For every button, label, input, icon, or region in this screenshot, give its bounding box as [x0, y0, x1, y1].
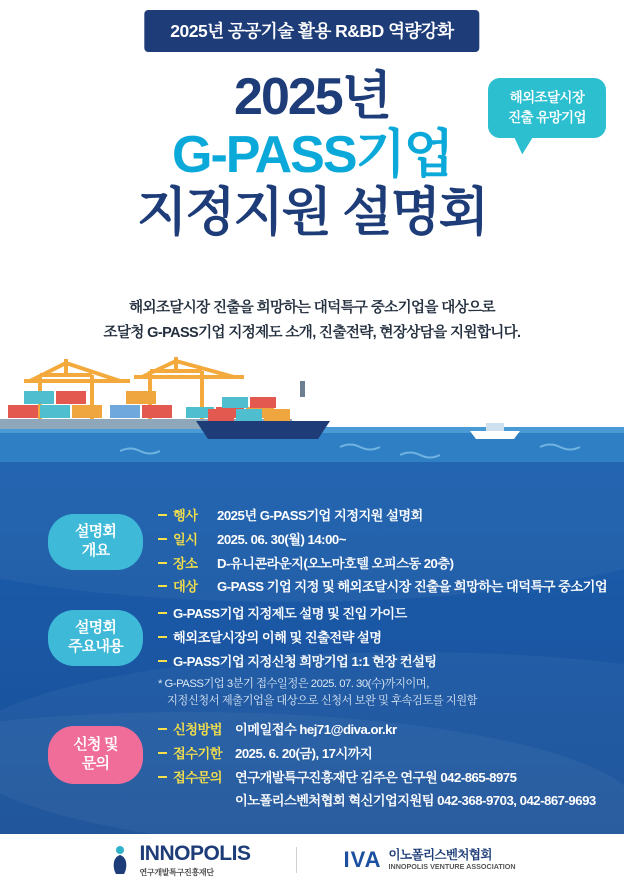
section-overview-rows — [158, 506, 608, 601]
table-row — [158, 530, 608, 550]
section-contents-pill — [48, 610, 143, 666]
pill-line-2: 개요 — [81, 542, 110, 559]
table-row — [158, 768, 608, 788]
table-row — [158, 744, 608, 764]
row-label: 일시 — [173, 531, 198, 547]
row-value: 연구개발특구진흥재단 김주은 연구원 042-865-8975 — [235, 769, 517, 785]
logo-innopolis — [108, 842, 250, 878]
dash-icon — [158, 776, 167, 778]
subtitle-line-2: 조달청 G-PASS기업 지정제도 소개, 진출전략, 현장상담을 지원합니다. — [103, 325, 521, 342]
pill-line-1: 신청 및 — [73, 736, 118, 754]
dash-icon — [158, 728, 167, 730]
iva-mark: IVA — [343, 846, 382, 872]
title-line-3-b: 설명회 — [342, 184, 488, 243]
dash-icon — [158, 612, 167, 614]
section-contents-note — [158, 676, 608, 710]
row-label: 접수문의 — [173, 769, 222, 785]
info-panel — [0, 462, 624, 834]
row-label: 신청방법 — [173, 722, 222, 737]
table-row — [158, 554, 608, 574]
row-label: 장소 — [173, 555, 198, 571]
row-label: 접수기한 — [173, 745, 222, 761]
subtitle-line-1: 해외조달시장 진출을 희망하는 대덕특구 중소기업을 대상으로 — [129, 300, 495, 316]
bubble-line-1: 해외조달시장 — [509, 90, 585, 106]
dash-icon — [158, 585, 167, 587]
dash-icon — [158, 514, 167, 516]
section-overview-pill — [48, 514, 143, 570]
list-item — [158, 628, 608, 648]
note-line-2: 지정신청서 제출기업을 대상으로 신청서 보완 및 후속검토를 지원함 — [167, 695, 478, 708]
section-contents-rows — [158, 604, 608, 710]
title-line-2: G-PASS기업 — [172, 126, 452, 185]
row-value: 해외조달시장의 이해 및 진출전략 설명 — [173, 629, 382, 645]
table-row — [158, 506, 608, 526]
dash-icon — [158, 562, 167, 564]
top-banner: 2025년 공공기술 활용 R&BD 역량강화 — [144, 10, 479, 52]
row-value: 이메일접수 hej71@diva.or.kr — [235, 722, 397, 737]
row-label: 대상 — [173, 579, 198, 595]
row-value: G-PASS기업 지정신청 희망기업 1:1 현장 컨설팅 — [173, 653, 437, 669]
title-line-3 — [0, 184, 624, 242]
row-label: 행사 — [173, 508, 198, 523]
pill-line-2: 문의 — [81, 755, 110, 772]
logo-iva — [343, 847, 515, 873]
table-row — [158, 577, 608, 597]
title-line-3-a: 지정지원 — [136, 184, 330, 243]
dash-icon — [158, 752, 167, 754]
row-value: G-PASS 기업 지정 및 해외조달시장 진출을 희망하는 대덕특구 중소기업 — [217, 579, 608, 595]
footer — [0, 834, 624, 885]
innopolis-name-text: INNOPOLIS — [139, 841, 251, 865]
row-value: 2025. 6. 20(금), 17시까지 — [235, 745, 373, 761]
row-value: D-유니콘라운지(오노마호텔 오피스동 20층) — [217, 555, 454, 571]
iva-name — [389, 848, 516, 872]
dash-icon — [158, 660, 167, 662]
pill-line-1: 설명회 — [74, 523, 117, 541]
highlight-bubble — [488, 78, 606, 138]
table-row — [158, 791, 608, 811]
innopolis-name — [139, 842, 250, 878]
iva-name-en: INNOPOLIS VENTURE ASSOCIATION — [388, 862, 516, 872]
row-value: 이노폴리스벤처협회 혁신기업지원팀 042-368-9703, 042-867-9693 — [235, 793, 596, 809]
row-value: 2025. 06. 30(월) 14:00~ — [217, 531, 346, 547]
list-item — [158, 652, 608, 672]
innopolis-sub: 연구개발특구진흥재단 — [139, 867, 214, 877]
table-row — [158, 720, 608, 740]
dash-icon — [158, 538, 167, 540]
list-item — [158, 604, 608, 624]
row-value: G-PASS기업 지정제도 설명 및 진입 가이드 — [173, 606, 407, 621]
pill-line-1: 설명회 — [74, 619, 117, 637]
dash-icon — [158, 636, 167, 638]
pill-line-2: 주요내용 — [68, 638, 123, 655]
bubble-line-2: 진출 유망기업 — [508, 110, 586, 125]
title-line-1: 2025년 — [234, 68, 390, 126]
innopolis-mark-icon — [108, 845, 132, 875]
note-line-1: * G-PASS기업 3분기 접수일정은 2025. 07. 30(수)까지이며, — [158, 678, 429, 691]
row-value: 2025년 G-PASS기업 지정지원 설명회 — [217, 508, 423, 523]
section-apply-rows — [158, 720, 608, 815]
subtitle — [0, 296, 624, 347]
iva-name-text: 이노폴리스벤처협회 — [388, 847, 492, 862]
footer-divider — [296, 847, 297, 873]
port-illustration — [0, 355, 624, 465]
section-apply-pill — [48, 726, 143, 784]
